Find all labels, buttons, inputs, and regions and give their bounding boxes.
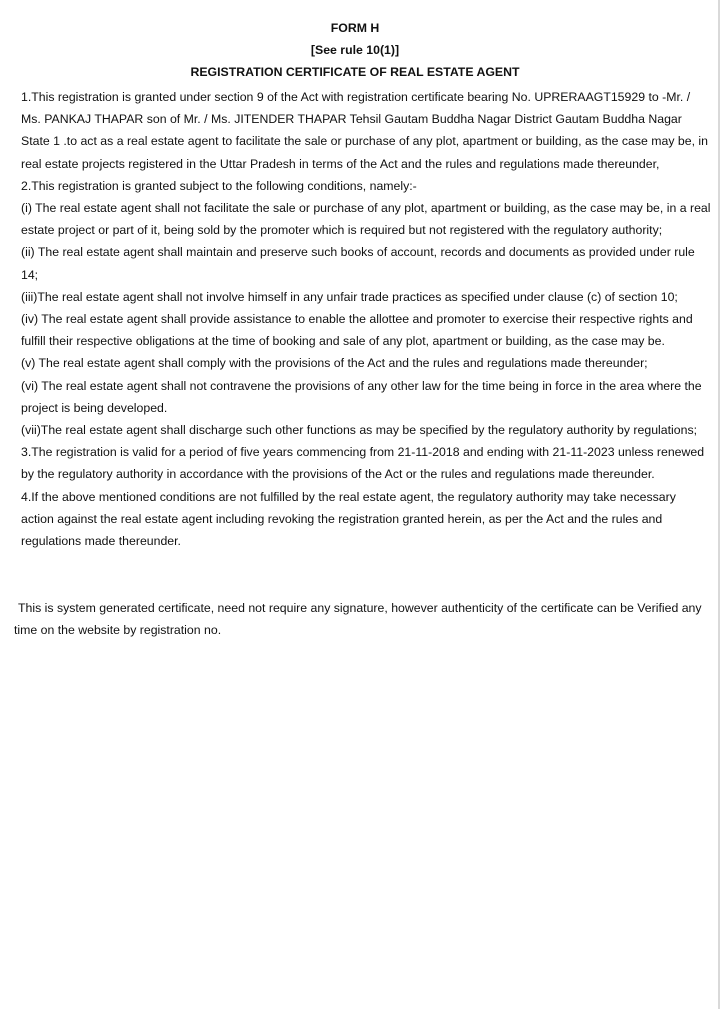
condition-vi: (vi) The real estate agent shall not contravene the provisions of any other law for the time being in force in the area where the project is being developed. bbox=[21, 378, 702, 415]
form-title: FORM H bbox=[330, 21, 380, 35]
certificate-heading: REGISTRATION CERTIFICATE OF REAL ESTATE AGENT bbox=[190, 65, 520, 79]
certificate-body bbox=[21, 86, 711, 552]
condition-i: (i) The real estate agent shall not facilitate the sale or purchase of any plot, apartment or building, as the case may be, in a real estate project or part of it, being sold by the promoter which is required but not registered with the regulatory authority; bbox=[21, 201, 711, 238]
paragraph-revocation: 4.If the above mentioned conditions are not fulfilled by the real estate agent, the regulatory authority may take necessary action against the real estate agent including revoking the registration granted herein, as per the Act and the rules and regulations made thereunder. bbox=[21, 489, 676, 549]
paragraph-conditions-intro: 2.This registration is granted subject to the following conditions, namely:- bbox=[21, 178, 417, 193]
condition-iv: (iv) The real estate agent shall provide assistance to enable the allottee and promoter to exercise their respective rights and fulfill their respective obligations at the time of booking and sale of any plot, apartment or building, as the case may be. bbox=[21, 312, 693, 349]
system-generated-note bbox=[14, 597, 704, 641]
rule-reference: [See rule 10(1)] bbox=[310, 43, 400, 57]
condition-iii: (iii)The real estate agent shall not involve himself in any unfair trade practices as specified under clause (c) of section 10; bbox=[21, 289, 678, 304]
paragraph-validity: 3.The registration is valid for a period of five years commencing from 21-11-2018 and ending with 21-11-2023 unless renewed by the regulatory authority in accordance with the provisions of the Act or the rules and regulations made thereunder. bbox=[21, 445, 705, 482]
condition-vii: (vii)The real estate agent shall discharge such other functions as may be specified by the regulatory authority by regulations; bbox=[21, 423, 698, 438]
condition-ii: (ii) The real estate agent shall maintain and preserve such books of account, records and documents as provided under rule 14; bbox=[21, 245, 695, 282]
paragraph-grant: 1.This registration is granted under section 9 of the Act with registration certificate bearing No. UPRERAAGT15929 to -Mr. / Ms. PANKAJ THAPAR son of Mr. / Ms. JITENDER THAPAR Tehsil Gautam Buddha Nagar District Gautam Buddha Nagar State 1 .to act as a real estate agent to facilitate the sale or purchase of any plot, apartment or building, as the case may be, in real estate projects registered in the Uttar Pradesh in terms of the Act and the rules and regulations made thereunder, bbox=[21, 90, 708, 171]
condition-v: (v) The real estate agent shall comply with the provisions of the Act and the rules and regulations made thereunder; bbox=[21, 356, 648, 371]
footer-note-text: This is system generated certificate, need not require any signature, however authenticity of the certificate can be Verified any time on the website by registration no. bbox=[14, 601, 702, 638]
